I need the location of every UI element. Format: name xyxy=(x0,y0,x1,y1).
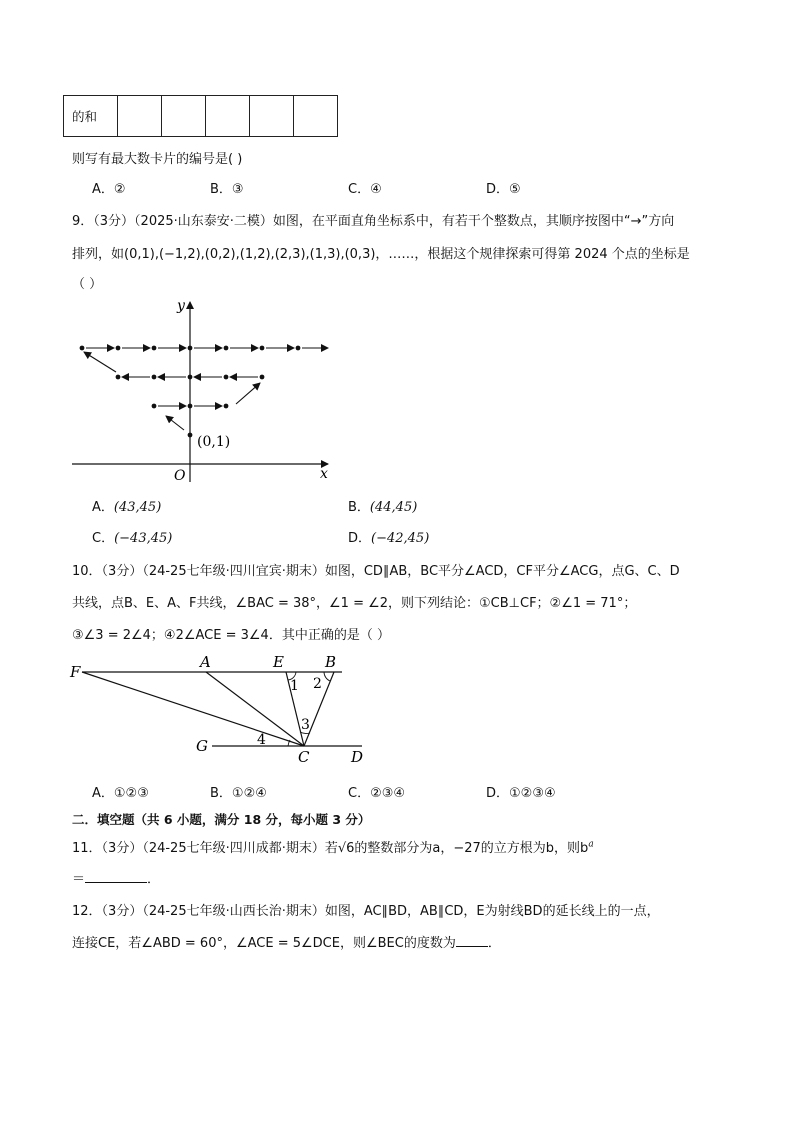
lattice-point xyxy=(152,375,157,380)
option-text: ④ xyxy=(370,182,382,197)
option-text: ①②③④ xyxy=(509,786,556,801)
option-text: ①②④ xyxy=(231,786,267,801)
table-cell xyxy=(250,96,294,137)
q8-stem: 则写有最大数卡片的编号是( ) xyxy=(72,152,243,167)
angle-label-4: 4 xyxy=(257,732,266,748)
lattice-point xyxy=(116,346,121,351)
option-letter: B． xyxy=(348,500,370,515)
option-text: ①②③ xyxy=(113,786,149,801)
option-text: (−42,45) xyxy=(371,531,430,546)
lattice-point xyxy=(152,346,157,351)
direction-arrow xyxy=(84,352,116,372)
label-g: G xyxy=(196,737,208,755)
q11-text: 11．（3分）（24-25七年级·四川成都·期末）若√6的整数部分为a，−27的立方根为b，则b xyxy=(72,841,589,856)
lattice-point xyxy=(224,375,229,380)
table-cell xyxy=(162,96,206,137)
q9-option-c[interactable] xyxy=(92,527,172,546)
segment-fc xyxy=(82,672,304,746)
q10-stem-line3: ③∠3 = 2∠4；④2∠ACE = 3∠4．其中正确的是（ ） xyxy=(72,628,390,643)
option-text: ⑤ xyxy=(509,182,521,197)
q9-option-b[interactable] xyxy=(348,496,417,515)
q11-stem-line1 xyxy=(72,837,594,856)
q12-period: ． xyxy=(487,936,501,951)
q12-stem-line2 xyxy=(72,932,501,951)
q10-option-b[interactable] xyxy=(210,782,267,801)
lattice-point xyxy=(188,346,193,351)
option-text: ③ xyxy=(231,182,244,197)
label-f: F xyxy=(70,663,81,681)
q8-option-c[interactable] xyxy=(348,178,382,197)
table-cell xyxy=(206,96,250,137)
angle-label-2: 2 xyxy=(313,676,322,692)
option-text: (43,45) xyxy=(113,500,162,515)
option-letter: C． xyxy=(348,786,371,801)
q10-stem-line2: 共线，点B、E、A、F共线，∠BAC = 38°，∠1 = ∠2，则下列结论：①CB⊥CF；②∠1 = 71°； xyxy=(72,596,637,611)
lattice-point xyxy=(188,433,193,438)
table-cell xyxy=(294,96,338,137)
lattice-point xyxy=(224,404,229,409)
label-e: E xyxy=(273,653,284,671)
point-label: (0,1) xyxy=(197,434,231,450)
y-axis-label: y xyxy=(177,298,185,314)
q10-option-a[interactable] xyxy=(92,782,149,801)
section-title-fill-in: 二．填空题（共 6 小题，满分 18 分，每小题 3 分） xyxy=(72,812,371,827)
option-letter: D． xyxy=(486,786,510,801)
angle-label-3: 3 xyxy=(301,717,310,733)
q11-answer-blank[interactable] xyxy=(85,870,147,883)
q10-geometry-figure xyxy=(66,650,376,768)
q8-option-b[interactable] xyxy=(210,178,244,197)
label-d: D xyxy=(351,748,364,766)
lattice-point xyxy=(260,346,265,351)
option-letter: A． xyxy=(92,182,114,197)
number-card-table xyxy=(63,95,338,137)
q8-option-d[interactable] xyxy=(486,178,521,197)
q12-answer-blank[interactable] xyxy=(456,934,488,947)
option-text: ② xyxy=(113,182,126,197)
q9-option-a[interactable] xyxy=(92,496,161,515)
q12-stem-line1: 12．（3分）（24-25七年级·山西长治·期末）如图，AC∥BD，AB∥CD，E为射线BD的延长线上的一点， xyxy=(72,904,660,919)
direction-arrow xyxy=(166,416,184,430)
q10-option-d[interactable] xyxy=(486,782,556,801)
table-row-label: 的和 xyxy=(64,96,118,137)
origin-label: O xyxy=(174,468,186,482)
option-letter: D． xyxy=(486,182,510,197)
label-b: B xyxy=(325,653,337,671)
option-text: (44,45) xyxy=(369,500,418,515)
option-text: (−43,45) xyxy=(114,531,173,546)
lattice-point xyxy=(152,404,157,409)
option-letter: A． xyxy=(92,786,114,801)
option-letter: D． xyxy=(348,531,372,546)
q9-stem-line1: 9．（3分）（2025·山东泰安·二模）如图，在平面直角坐标系中，有若干个整数点，其顺序按图中“→”方向 xyxy=(72,214,675,229)
option-letter: B． xyxy=(210,182,232,197)
label-c: C xyxy=(298,748,310,766)
q10-option-c[interactable] xyxy=(348,782,405,801)
lattice-point xyxy=(80,346,85,351)
lattice-point xyxy=(188,375,193,380)
lattice-point xyxy=(188,404,193,409)
lattice-point xyxy=(296,346,301,351)
table-cell xyxy=(118,96,162,137)
q8-option-a[interactable] xyxy=(92,178,126,197)
q9-option-d[interactable] xyxy=(348,527,429,546)
q12-text: 连接CE，若∠ABD = 60°，∠ACE = 5∠DCE，则∠BEC的度数为 xyxy=(72,936,456,951)
option-letter: A． xyxy=(92,500,114,515)
option-text: ②③④ xyxy=(370,786,406,801)
direction-arrow xyxy=(236,383,260,404)
lattice-point xyxy=(260,375,265,380)
x-axis-label: x xyxy=(320,466,328,482)
angle-arc-2 xyxy=(324,672,330,681)
q9-coordinate-figure xyxy=(66,296,336,482)
option-letter: C． xyxy=(92,531,115,546)
q9-stem-line2: 排列，如(0,1),(−1,2),(0,2),(1,2),(2,3),(1,3),(0,3)，……，根据这个规律探索可得第 2024 个点的坐标是 xyxy=(72,247,690,262)
lattice-point xyxy=(116,375,121,380)
angle-label-1: 1 xyxy=(290,678,299,694)
label-a: A xyxy=(200,653,211,671)
q11-stem-line2 xyxy=(72,868,160,887)
q11-period: ． xyxy=(147,872,161,887)
q11-equals: ＝ xyxy=(72,872,86,887)
lattice-point xyxy=(224,346,229,351)
q9-point-arrows xyxy=(80,346,328,438)
q11-superscript: a xyxy=(588,839,594,850)
table-row xyxy=(64,96,338,137)
q9-stem-line3: （ ） xyxy=(72,277,103,292)
option-letter: B． xyxy=(210,786,232,801)
option-letter: C． xyxy=(348,182,371,197)
q10-stem-line1: 10．（3分）（24-25七年级·四川宜宾·期末）如图，CD∥AB，BC平分∠ACD，CF平分∠ACG，点G、C、D xyxy=(72,564,680,579)
